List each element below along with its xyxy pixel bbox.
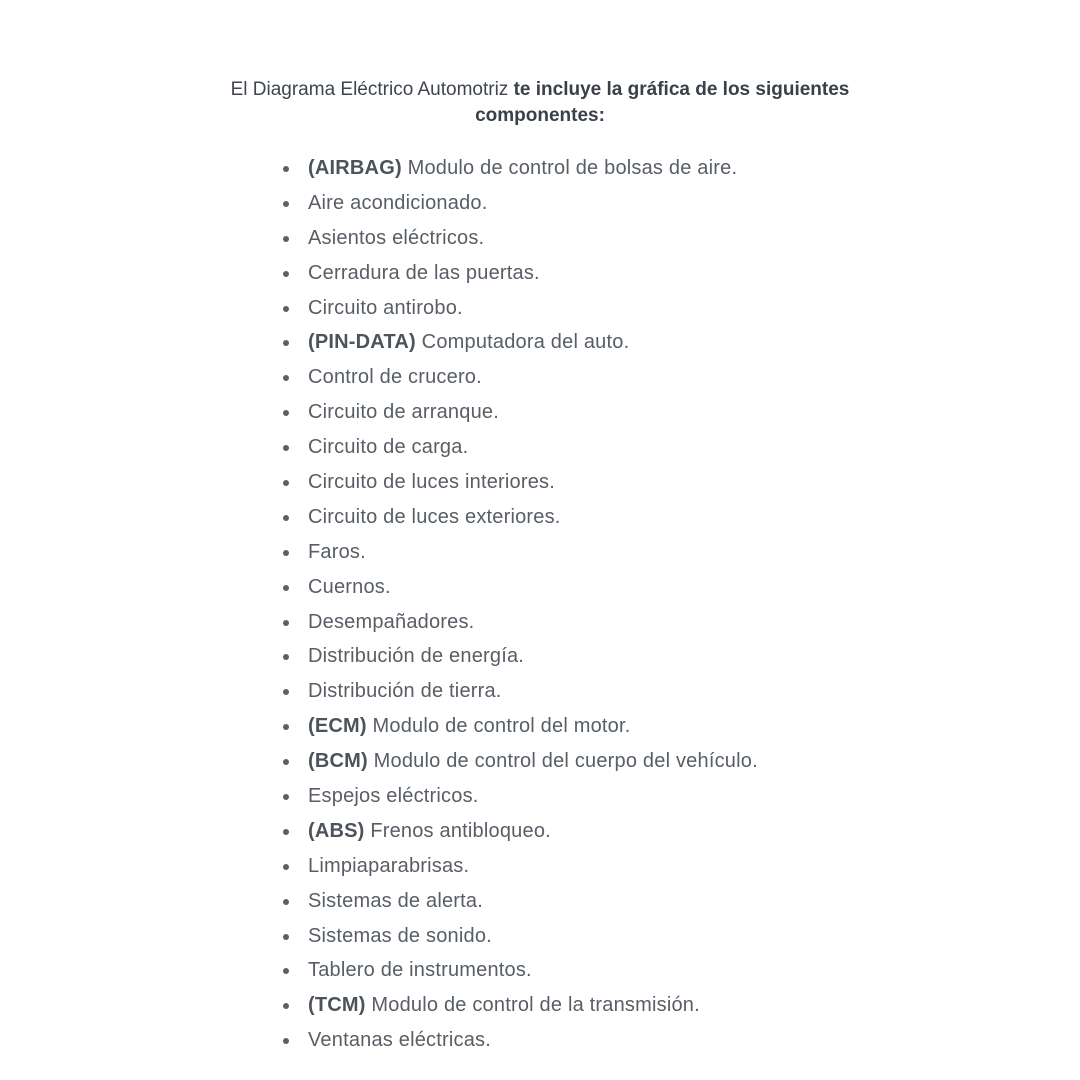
bullet-icon (283, 515, 289, 521)
bullet-icon (283, 794, 289, 800)
components-list (280, 151, 1000, 1058)
bullet-icon (283, 445, 289, 451)
list-item (280, 256, 1000, 291)
bullet-icon (283, 236, 289, 242)
list-item (280, 744, 1000, 779)
component-text: Circuito antirobo. (308, 296, 463, 319)
component-text: Sistemas de alerta. (308, 889, 483, 912)
bullet-icon (283, 585, 289, 591)
component-text: Distribución de tierra. (308, 680, 502, 703)
component-text: Tablero de instrumentos. (308, 959, 532, 982)
component-code: (ECM) (308, 715, 367, 738)
component-text: Control de crucero. (308, 366, 482, 389)
component-code: (ABS) (308, 819, 365, 842)
component-text: Modulo de control del motor. (372, 715, 631, 738)
bullet-icon (283, 410, 289, 416)
intro-bold-line-1: te incluye la gráfica de los siguientes (513, 79, 850, 100)
bullet-icon (283, 829, 289, 835)
component-text: Computadora del auto. (421, 331, 630, 354)
component-code: (BCM) (308, 750, 368, 773)
bullet-icon (283, 759, 289, 765)
component-text: Modulo de control del cuerpo del vehículo. (373, 750, 758, 773)
list-item (280, 465, 1000, 500)
bullet-icon (283, 201, 289, 207)
list-item (280, 605, 1000, 640)
list-item (280, 674, 1000, 709)
list-item (280, 779, 1000, 814)
intro-prefix: El Diagrama Eléctrico Automotriz (230, 79, 514, 100)
bullet-icon (283, 864, 289, 870)
component-text: Modulo de control de bolsas de aire. (407, 157, 738, 179)
component-text: Limpiaparabrisas. (308, 854, 470, 877)
list-item (280, 186, 1000, 221)
component-text: Cerradura de las puertas. (308, 261, 540, 284)
list-item (280, 709, 1000, 744)
component-text: Asientos eléctricos. (308, 226, 485, 249)
component-code: (TCM) (308, 994, 366, 1017)
list-item (280, 953, 1000, 988)
component-text: Circuito de luces exteriores. (308, 505, 561, 528)
list-item (280, 849, 1000, 884)
list-item (280, 639, 1000, 674)
bullet-icon (283, 271, 289, 277)
bullet-icon (283, 550, 289, 556)
component-text: Distribución de energía. (308, 645, 525, 668)
bullet-icon (283, 166, 289, 172)
component-text: Espejos eléctricos. (308, 785, 479, 808)
bullet-icon (283, 934, 289, 940)
intro-bold-line-2: componentes: (475, 105, 605, 126)
list-item (280, 151, 1000, 186)
list-item (280, 535, 1000, 570)
list-item (280, 884, 1000, 919)
bullet-icon (283, 306, 289, 312)
component-text: Desempañadores. (308, 610, 475, 633)
component-text: Frenos antibloqueo. (370, 819, 551, 842)
component-code: (AIRBAG) (308, 157, 402, 179)
component-text: Faros. (308, 540, 366, 563)
component-text: Ventanas eléctricas. (308, 1029, 491, 1052)
bullet-icon (283, 899, 289, 905)
list-item (280, 291, 1000, 326)
component-text: Cuernos. (308, 575, 391, 598)
component-text: Sistemas de sonido. (308, 924, 492, 947)
bullet-icon (283, 724, 289, 730)
list-item (280, 500, 1000, 535)
bullet-icon (283, 480, 289, 486)
bullet-icon (283, 620, 289, 626)
component-code: (PIN-DATA) (308, 331, 416, 354)
list-item (280, 988, 1000, 1023)
component-text: Circuito de arranque. (308, 401, 499, 424)
list-item (280, 325, 1000, 360)
list-item (280, 430, 1000, 465)
list-item (280, 395, 1000, 430)
bullet-icon (283, 375, 289, 381)
bullet-icon (283, 340, 289, 346)
intro-paragraph (0, 77, 1080, 129)
bullet-icon (283, 654, 289, 660)
list-item (280, 360, 1000, 395)
component-text: Aire acondicionado. (308, 191, 488, 214)
bullet-icon (283, 689, 289, 695)
component-text: Circuito de carga. (308, 436, 469, 459)
list-item (280, 570, 1000, 605)
intro-line-1 (0, 77, 1080, 103)
component-text: Circuito de luces interiores. (308, 471, 556, 494)
component-text: Modulo de control de la transmisión. (371, 994, 700, 1017)
list-item (280, 221, 1000, 256)
bullet-icon (283, 1003, 289, 1009)
list-item (280, 1023, 1000, 1058)
bullet-icon (283, 968, 289, 974)
list-item (280, 919, 1000, 954)
list-item (280, 814, 1000, 849)
bullet-icon (283, 1038, 289, 1044)
